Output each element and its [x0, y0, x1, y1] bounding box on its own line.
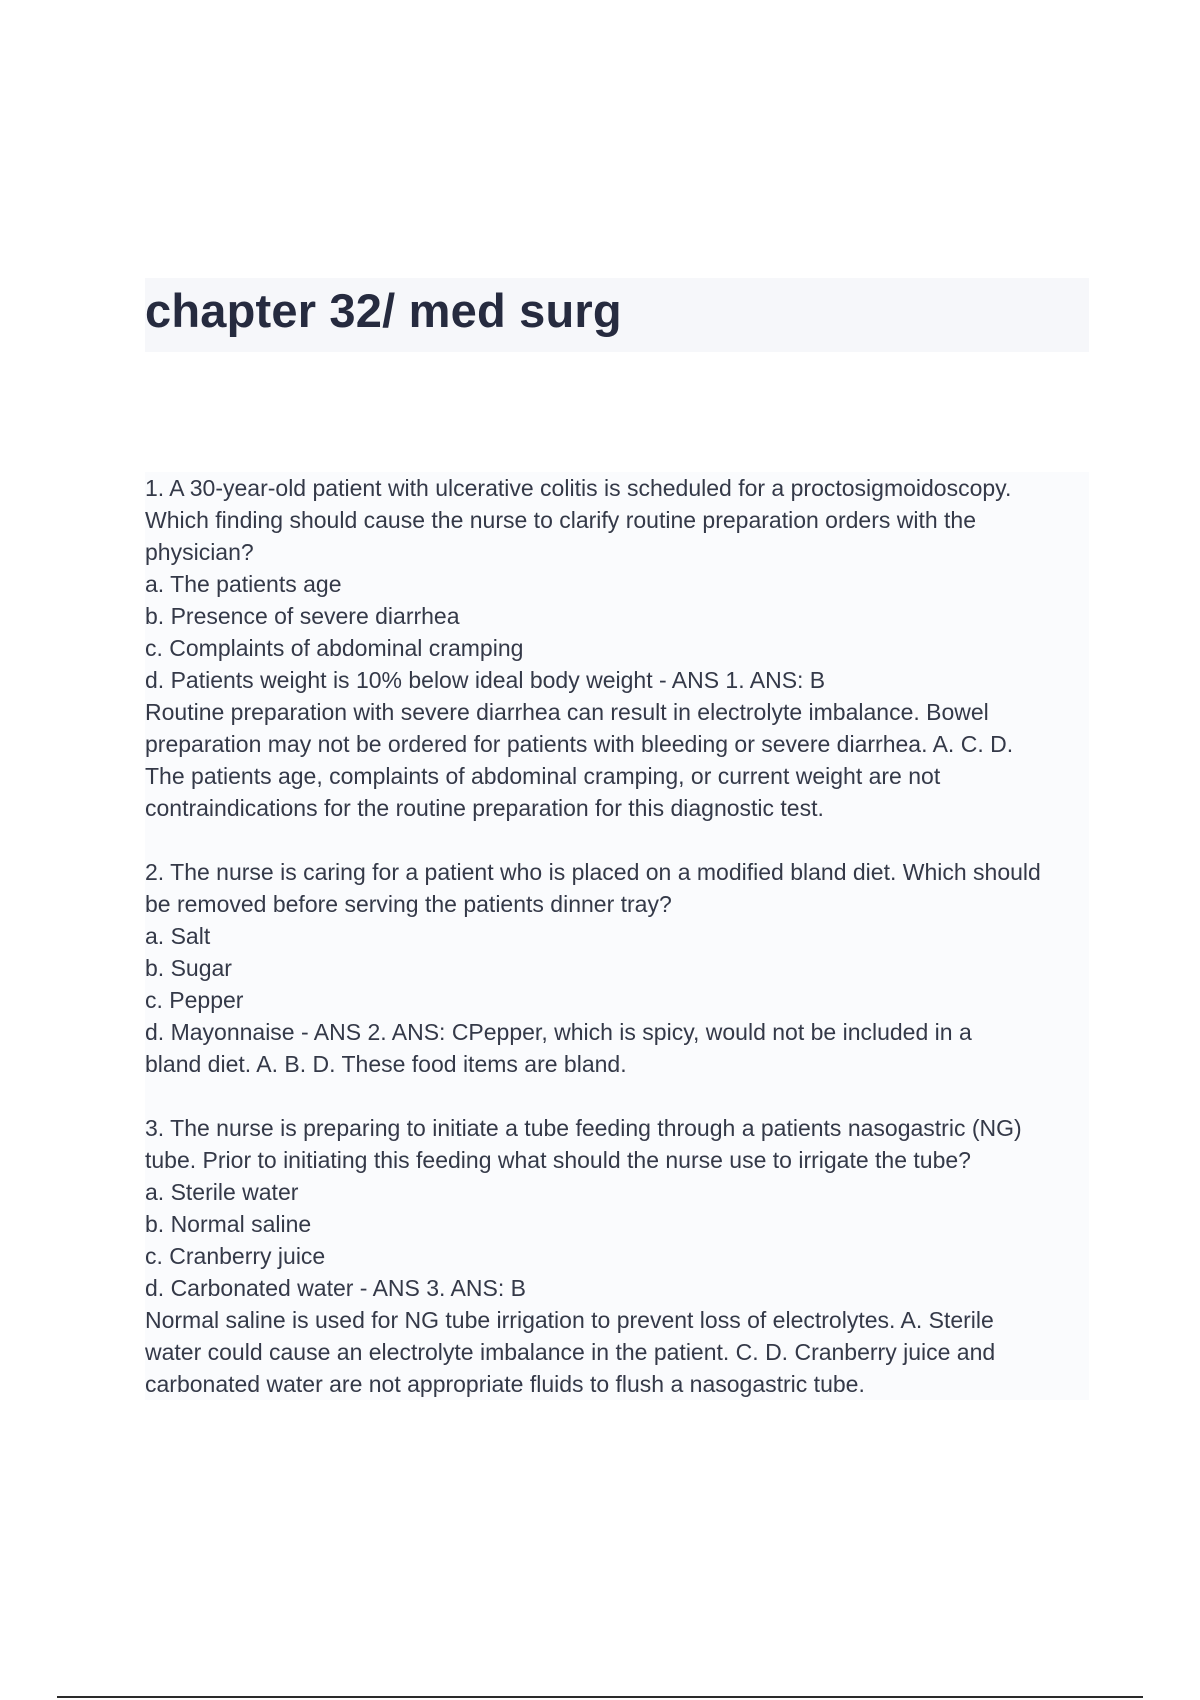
page-title: chapter 32/ med surg: [145, 284, 622, 337]
question-2-option-b: b. Sugar: [145, 955, 232, 981]
question-1-rationale-line-3: The patients age, complaints of abdominal cramping, or current weight are not: [145, 763, 941, 789]
questions-content: [145, 472, 1089, 1400]
question-1-rationale-line-1: Routine preparation with severe diarrhea can result in electrolyte imbalance. Bowel: [145, 699, 989, 725]
question-1-rationale-line-4: contraindications for the routine preparation for this diagnostic test.: [145, 795, 824, 821]
question-1-stem-line-1: 1. A 30-year-old patient with ulcerative colitis is scheduled for a proctosigmoidoscopy.: [145, 475, 1012, 501]
question-3-stem-line-1: 3. The nurse is preparing to initiate a tube feeding through a patients nasogastric (NG): [145, 1115, 1022, 1141]
question-3-stem-line-2: tube. Prior to initiating this feeding what should the nurse use to irrigate the tube?: [145, 1147, 971, 1173]
question-3-option-b: b. Normal saline: [145, 1211, 312, 1237]
question-1-option-b: b. Presence of severe diarrhea: [145, 603, 460, 629]
question-2-option-c: c. Pepper: [145, 987, 244, 1013]
question-1-option-d-answer: d. Patients weight is 10% below ideal body weight - ANS 1. ANS: B: [145, 667, 826, 693]
question-1-rationale-line-2: preparation may not be ordered for patients with bleeding or severe diarrhea. A. C. D.: [145, 731, 1014, 757]
question-2-stem-line-2: be removed before serving the patients dinner tray?: [145, 891, 672, 917]
question-1-stem-line-2: Which finding should cause the nurse to clarify routine preparation orders with the: [145, 507, 977, 533]
question-2-stem-line-1: 2. The nurse is caring for a patient who is placed on a modified bland diet. Which should: [145, 859, 1041, 885]
question-block-1: [145, 472, 1089, 824]
question-block-2: [145, 856, 1089, 1080]
question-1-stem-line-3: physician?: [145, 539, 254, 565]
question-3-rationale-line-2: water could cause an electrolyte imbalance in the patient. C. D. Cranberry juice and: [145, 1339, 996, 1365]
page-bottom-rule: [57, 1696, 1143, 1698]
question-2-rationale-line-1: bland diet. A. B. D. These food items are bland.: [145, 1051, 627, 1077]
question-2-option-a: a. Salt: [145, 923, 211, 949]
question-3-rationale-line-3: carbonated water are not appropriate fluids to flush a nasogastric tube.: [145, 1371, 865, 1397]
question-3-option-a: a. Sterile water: [145, 1179, 299, 1205]
question-1-option-a: a. The patients age: [145, 571, 342, 597]
question-block-3: [145, 1112, 1089, 1400]
title-block: [145, 278, 1089, 352]
question-3-option-d-answer: d. Carbonated water - ANS 3. ANS: B: [145, 1275, 526, 1301]
question-1-option-c: c. Complaints of abdominal cramping: [145, 635, 524, 661]
question-2-option-d-answer: d. Mayonnaise - ANS 2. ANS: CPepper, which is spicy, would not be included in a: [145, 1019, 972, 1045]
question-3-option-c: c. Cranberry juice: [145, 1243, 326, 1269]
question-3-rationale-line-1: Normal saline is used for NG tube irrigation to prevent loss of electrolytes. A. Sterile: [145, 1307, 994, 1333]
